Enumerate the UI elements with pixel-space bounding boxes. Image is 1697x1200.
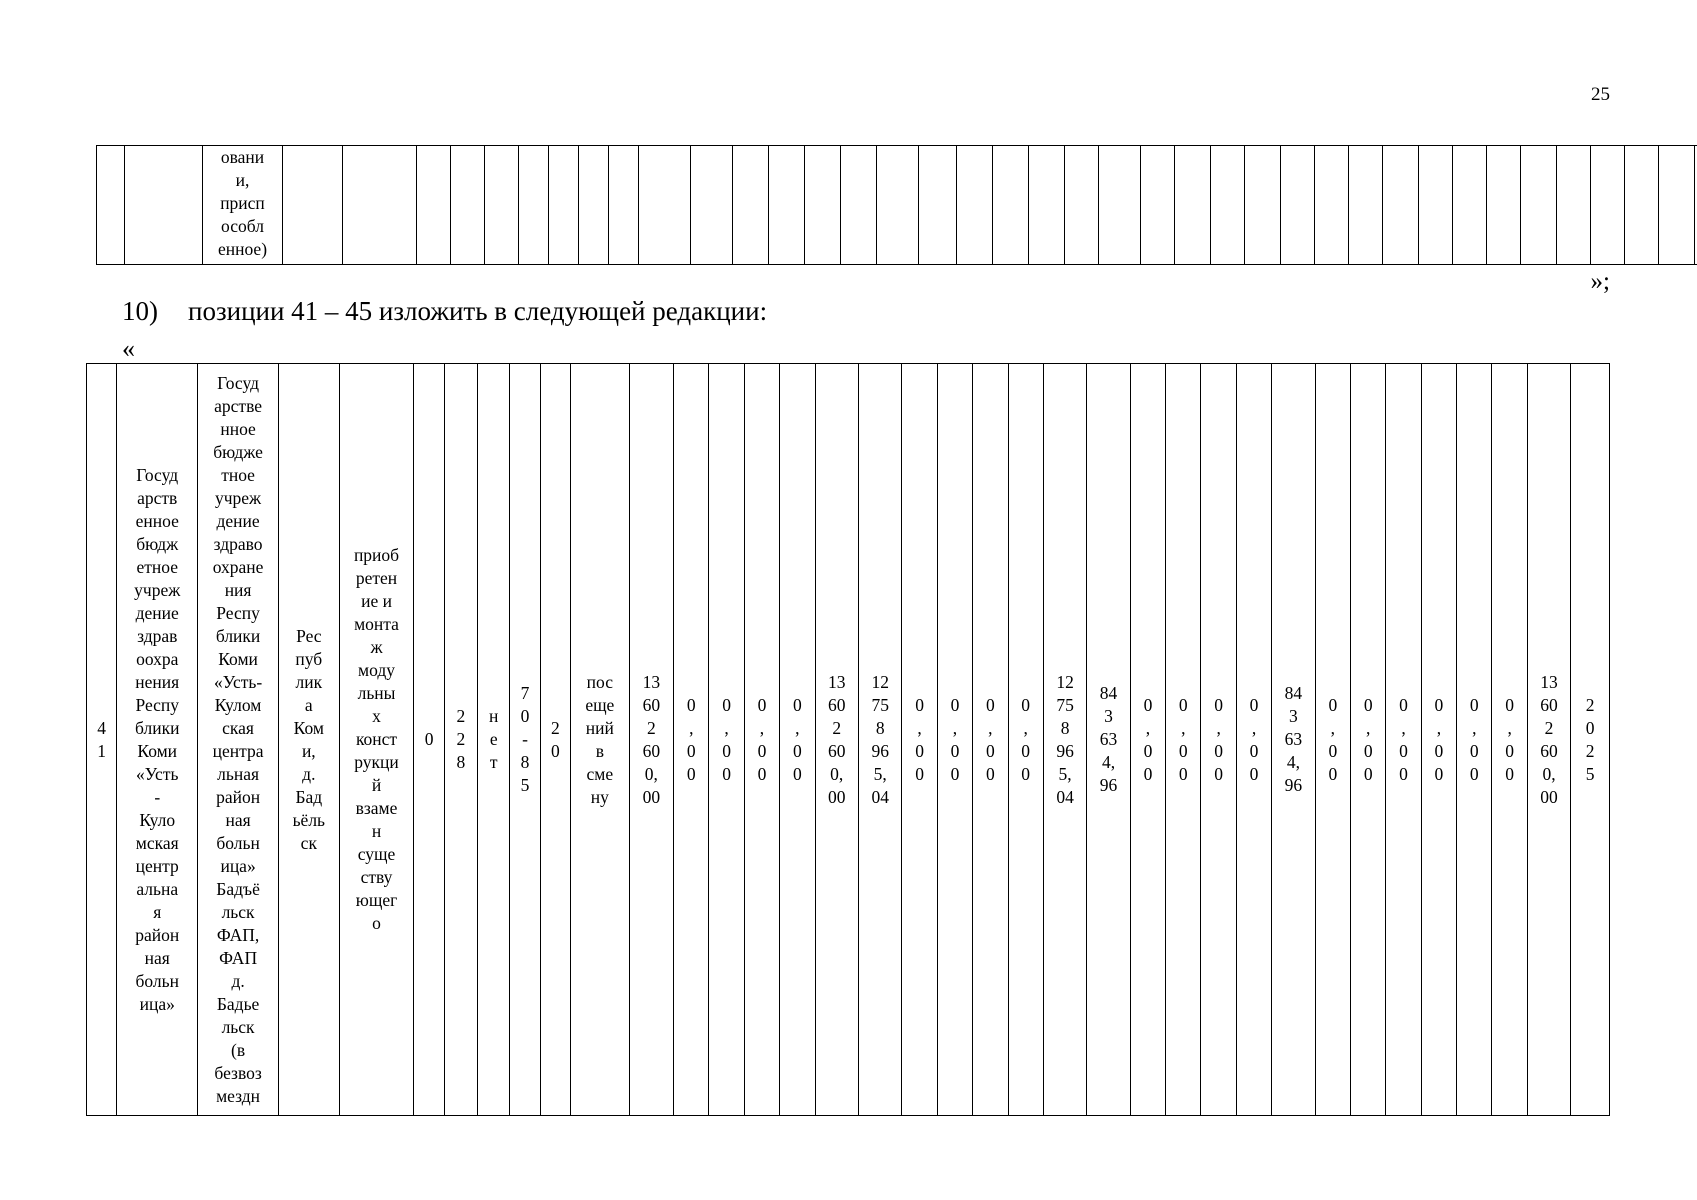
position-cell-22 [1008, 364, 1043, 1116]
continuation-cell-4 [283, 146, 343, 265]
table-row-position-41 [87, 364, 1610, 1116]
continuation-cell-37 [1521, 146, 1557, 265]
cell-text: 84 3 63 4, 96 [1099, 683, 1118, 795]
continuation-cell-5 [343, 146, 417, 265]
position-cell-1 [87, 364, 117, 1116]
continuation-cell-7 [451, 146, 485, 265]
cell-text: 0 , 0 0 [1178, 694, 1188, 784]
cell-text: 0 , 0 0 [722, 694, 731, 784]
position-cell-20 [937, 364, 972, 1116]
cell-text: 12 75 8 96 5, 04 [1056, 671, 1074, 807]
position-cell-30 [1315, 364, 1350, 1116]
continuation-row [97, 146, 1697, 265]
instruction-line [122, 296, 767, 327]
cell-text: 0 , 0 0 [1363, 694, 1373, 784]
cell-text: 7 0 - 8 5 [520, 683, 530, 795]
position-cell-7 [444, 364, 477, 1116]
position-cell-16 [780, 364, 815, 1116]
position-cell-2 [117, 364, 198, 1116]
position-cell-25 [1130, 364, 1165, 1116]
position-cell-24 [1087, 364, 1130, 1116]
continuation-cell-21 [957, 146, 993, 265]
cell-text: 0 , 0 0 [1143, 694, 1153, 784]
continuation-cell-8 [485, 146, 519, 265]
position-cell-13 [674, 364, 709, 1116]
continuation-cell-18 [841, 146, 877, 265]
cell-text: 13 60 2 60 0, 00 [1540, 671, 1558, 807]
cell-text: 0 , 0 0 [1249, 694, 1259, 784]
continuation-cell-3 [203, 146, 283, 265]
position-cell-10 [540, 364, 570, 1116]
position-cell-19 [902, 364, 937, 1116]
position-cell-12 [629, 364, 673, 1116]
continuation-cell-23 [1029, 146, 1065, 265]
opening-quote: « [122, 334, 135, 363]
positions-table [86, 363, 1610, 1116]
continuation-cell-36 [1487, 146, 1521, 265]
cell-text: пос еще ний в сме ну [585, 671, 615, 807]
continuation-cell-19 [877, 146, 919, 265]
continuation-cell-1 [97, 146, 125, 265]
continuation-cell-20 [919, 146, 957, 265]
continuation-cell-17 [805, 146, 841, 265]
continuation-cell-12 [609, 146, 639, 265]
cell-text: 4 1 [97, 717, 107, 761]
position-cell-29 [1272, 364, 1315, 1116]
cell-text: приоб ретен ие и монта ж моду льны х конст рукци й взаме н суще ству ющег о [353, 545, 400, 933]
position-cell-37 [1571, 364, 1610, 1116]
closing-quote: »; [1590, 268, 1610, 295]
cell-text: 13 60 2 60 0, 00 [827, 671, 846, 807]
position-cell-11 [571, 364, 630, 1116]
cell-text: 0 [424, 729, 434, 749]
continuation-cell-10 [549, 146, 579, 265]
position-cell-4 [279, 364, 340, 1116]
continuation-cell-32 [1349, 146, 1383, 265]
position-cell-36 [1527, 364, 1570, 1116]
cell-text: 0 , 0 0 [985, 694, 995, 784]
cell-text: 0 , 0 0 [915, 694, 924, 784]
continuation-cell-9 [519, 146, 549, 265]
continuation-cell-26 [1141, 146, 1175, 265]
continuation-cell-28 [1211, 146, 1245, 265]
continuation-cell-24 [1065, 146, 1099, 265]
cell-text: 13 60 2 60 0, 00 [642, 671, 661, 807]
position-cell-31 [1351, 364, 1386, 1116]
continuation-cell-25 [1099, 146, 1141, 265]
continuation-cell-15 [733, 146, 769, 265]
continuation-cell-33 [1383, 146, 1419, 265]
cell-text: 0 , 0 0 [1399, 694, 1408, 784]
position-cell-6 [414, 364, 444, 1116]
continuation-cell-40 [1625, 146, 1659, 265]
continuation-cell-35 [1453, 146, 1487, 265]
position-cell-18 [858, 364, 901, 1116]
position-cell-3 [198, 364, 279, 1116]
cell-text: 0 , 0 0 [757, 694, 767, 784]
cell-text: 2 2 8 [456, 706, 466, 772]
position-cell-5 [339, 364, 414, 1116]
cell-text: 2 0 [550, 717, 560, 761]
cell-text: Госуд арств енное бюдж етное учреж дение здрав оохра нения Респу блики Коми «Усть - Куло мская центр альна я район ная больн ица» [134, 464, 181, 1014]
cell-text: 0 , 0 0 [1505, 694, 1514, 784]
continuation-cell-39 [1591, 146, 1625, 265]
continuation-cell-38 [1557, 146, 1591, 265]
continuation-cell-31 [1315, 146, 1349, 265]
position-cell-9 [510, 364, 540, 1116]
cell-text: 0 , 0 0 [1434, 694, 1444, 784]
continuation-cell-16 [769, 146, 805, 265]
position-cell-33 [1421, 364, 1456, 1116]
cell-text: 0 , 0 0 [1214, 694, 1224, 784]
position-cell-34 [1457, 364, 1492, 1116]
continuation-cell-6 [417, 146, 451, 265]
continuation-cell-41 [1659, 146, 1695, 265]
cell-text: н е т [489, 706, 499, 772]
continuation-cell-11 [579, 146, 609, 265]
cell-text: Госуд арстве нное бюдже тное учреж дение здраво охране ния Респу блики Коми «Усть- Кулом ская центра льная район ная больн ица» Бадъё льск ФАП, ФАП д. Бадье льск (в безвоз мездн [212, 372, 264, 1106]
cell-text: 84 3 63 4, 96 [1284, 683, 1303, 795]
continuation-cell-30 [1281, 146, 1315, 265]
position-cell-27 [1201, 364, 1236, 1116]
continuation-cell-2 [125, 146, 203, 265]
continuation-cell-27 [1175, 146, 1211, 265]
position-cell-14 [709, 364, 744, 1116]
cell-text: 12 75 8 96 5, 04 [871, 671, 889, 807]
cell-text: 0 , 0 0 [686, 694, 696, 784]
page-number: 25 [1591, 84, 1610, 105]
cell-text: 0 , 0 0 [1021, 694, 1031, 784]
position-cell-28 [1236, 364, 1271, 1116]
position-cell-17 [815, 364, 858, 1116]
instruction-number: 10) [122, 296, 158, 326]
cell-text: 0 , 0 0 [1469, 694, 1479, 784]
cell-text: 0 , 0 0 [950, 694, 960, 784]
continuation-cell-29 [1245, 146, 1281, 265]
continuation-cell-13 [639, 146, 691, 265]
position-cell-26 [1166, 364, 1201, 1116]
cell-text: 0 , 0 0 [1328, 694, 1338, 784]
continuation-cell-22 [993, 146, 1029, 265]
position-cell-35 [1492, 364, 1527, 1116]
cell-text: Рес пуб лик а Ком и, д. Бад ьёль ск [292, 625, 326, 853]
continuation-table [96, 145, 1697, 265]
position-cell-15 [744, 364, 779, 1116]
position-cell-23 [1043, 364, 1086, 1116]
cell-text: 2 0 2 5 [1585, 694, 1595, 784]
cell-text: 0 , 0 0 [792, 694, 802, 784]
position-cell-32 [1386, 364, 1421, 1116]
cell-text: овани и, присп особл енное) [217, 147, 268, 259]
position-cell-8 [478, 364, 510, 1116]
position-cell-21 [973, 364, 1008, 1116]
continuation-cell-34 [1419, 146, 1453, 265]
continuation-cell-14 [691, 146, 733, 265]
instruction-text: позиции 41 – 45 изложить в следующей редакции: [188, 296, 768, 326]
